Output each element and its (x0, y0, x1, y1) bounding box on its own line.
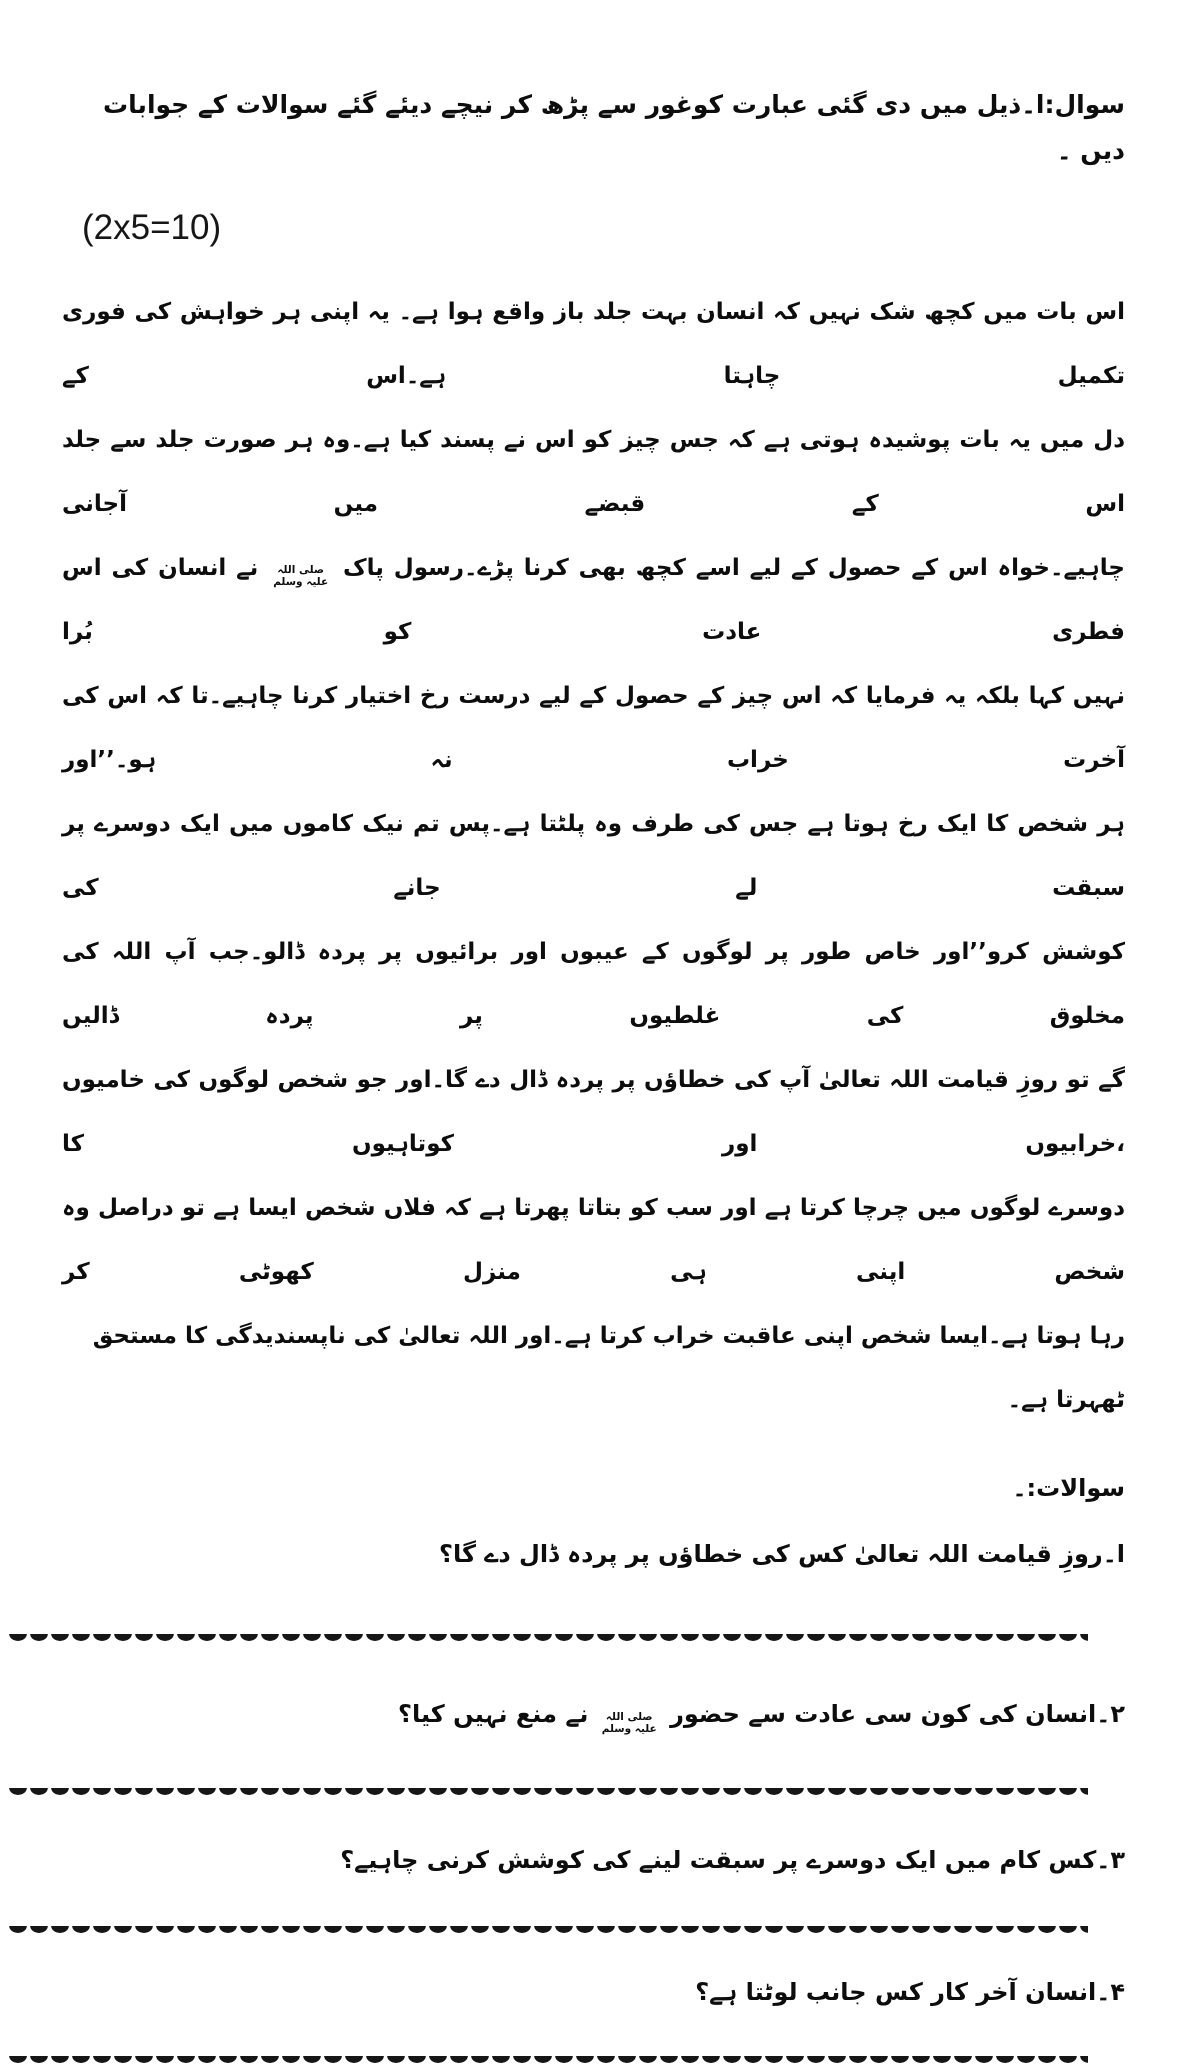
passage-line: نہیں کہا بلکہ یہ فرمایا کہ اس چیز کے حصول کے لیے درست رخ اختیار کرنا چاہیے۔تا کہ اس کی آخرت خراب نہ ہو۔’’اور (62, 683, 1125, 773)
durood-top: صلی اللہ (277, 564, 325, 576)
durood-top: صلی اللہ (605, 1711, 653, 1723)
question-item-2 (62, 1692, 1125, 1736)
passage-line (62, 536, 1125, 664)
durood-mark (602, 1711, 657, 1735)
question-text: ۲۔انسان کی کون سی عادت سے حضور (670, 1700, 1125, 1728)
question-item-4: ۴۔انسان آخر کار کس جانب لوٹتا ہے؟ (695, 1978, 1125, 2006)
passage-line: دل میں یہ بات پوشیدہ ہوتی ہے کہ جس چیز کو اس نے پسند کیا ہے۔وہ ہر صورت جلد سے جلد اس کے قبضے میں آجانی (62, 427, 1125, 517)
questions-section-label: سوالات:۔ (1012, 1474, 1125, 1502)
durood-bottom: علیہ وسلم (273, 576, 329, 589)
durood-mark (273, 564, 328, 588)
question-item-3: ۳۔کس کام میں ایک دوسرے پر سبقت لینے کی کوشش کرنی چاہیے؟ (340, 1846, 1125, 1874)
answer-line-3 (8, 1926, 1088, 1934)
passage-line: اس بات میں کچھ شک نہیں کہ انسان بہت جلد باز واقع ہوا ہے۔ یہ اپنی ہر خواہش کی فوری تکمیل چاہتا ہے۔اس کے (62, 299, 1125, 389)
answer-line-1 (8, 1634, 1088, 1642)
passage-line: گے تو روزِ قیامت اللہ تعالیٰ آپ کی خطاؤں پر پردہ ڈال دے گا۔اور جو شخص لوگوں کی خامیوں ،خرابیوں اور کوتاہیوں کا (62, 1067, 1125, 1157)
durood-bottom: علیہ وسلم (601, 1723, 657, 1736)
passage-line-text: نے انسان کی اس فطری عادت کو بُرا (62, 555, 1125, 645)
passage-line: کوشش کرو’’اور خاص طور پر لوگوں کے عیبوں اور برائیوں پر پردہ ڈالو۔جب آپ اللہ کی مخلوق کی غلطیوں پر پردہ ڈالیں (62, 939, 1125, 1029)
passage (62, 280, 1125, 1432)
question-paper-heading: سوال:ا۔ذیل میں دی گئی عبارت کوغور سے پڑھ کر نیچے دیئے گئے سوالات کے جوابات دیں ۔ (103, 90, 1125, 165)
question-text: نے منع نہیں کیا؟ (398, 1700, 589, 1728)
passage-line: ہر شخص کا ایک رخ ہوتا ہے جس کی طرف وہ پلٹتا ہے۔پس تم نیک کاموں میں ایک دوسرے پر سبقت لے جانے کی (62, 811, 1125, 901)
marks-label: (2x5=10) (82, 208, 222, 247)
passage-line: رہا ہوتا ہے۔ایسا شخص اپنی عاقبت خراب کرتا ہے۔اور اللہ تعالیٰ کی ناپسندیدگی کا مستحق ٹھہرتا ہے۔ (92, 1323, 1125, 1413)
passage-line: دوسرے لوگوں میں چرچا کرتا ہے اور سب کو بتاتا پھرتا ہے کہ فلاں شخص ایسا ہے تو دراصل وہ شخص اپنی ہی منزل کھوٹی کر (62, 1195, 1125, 1285)
passage-line-text: چاہیے۔خواہ اس کے حصول کے لیے اسے کچھ بھی کرنا پڑے۔رسول پاک (343, 555, 1125, 581)
answer-line-4 (8, 2056, 1088, 2064)
answer-line-2 (8, 1788, 1088, 1796)
question-item-1: ا۔روزِ قیامت اللہ تعالیٰ کس کی خطاؤں پر پردہ ڈال دے گا؟ (439, 1540, 1125, 1568)
